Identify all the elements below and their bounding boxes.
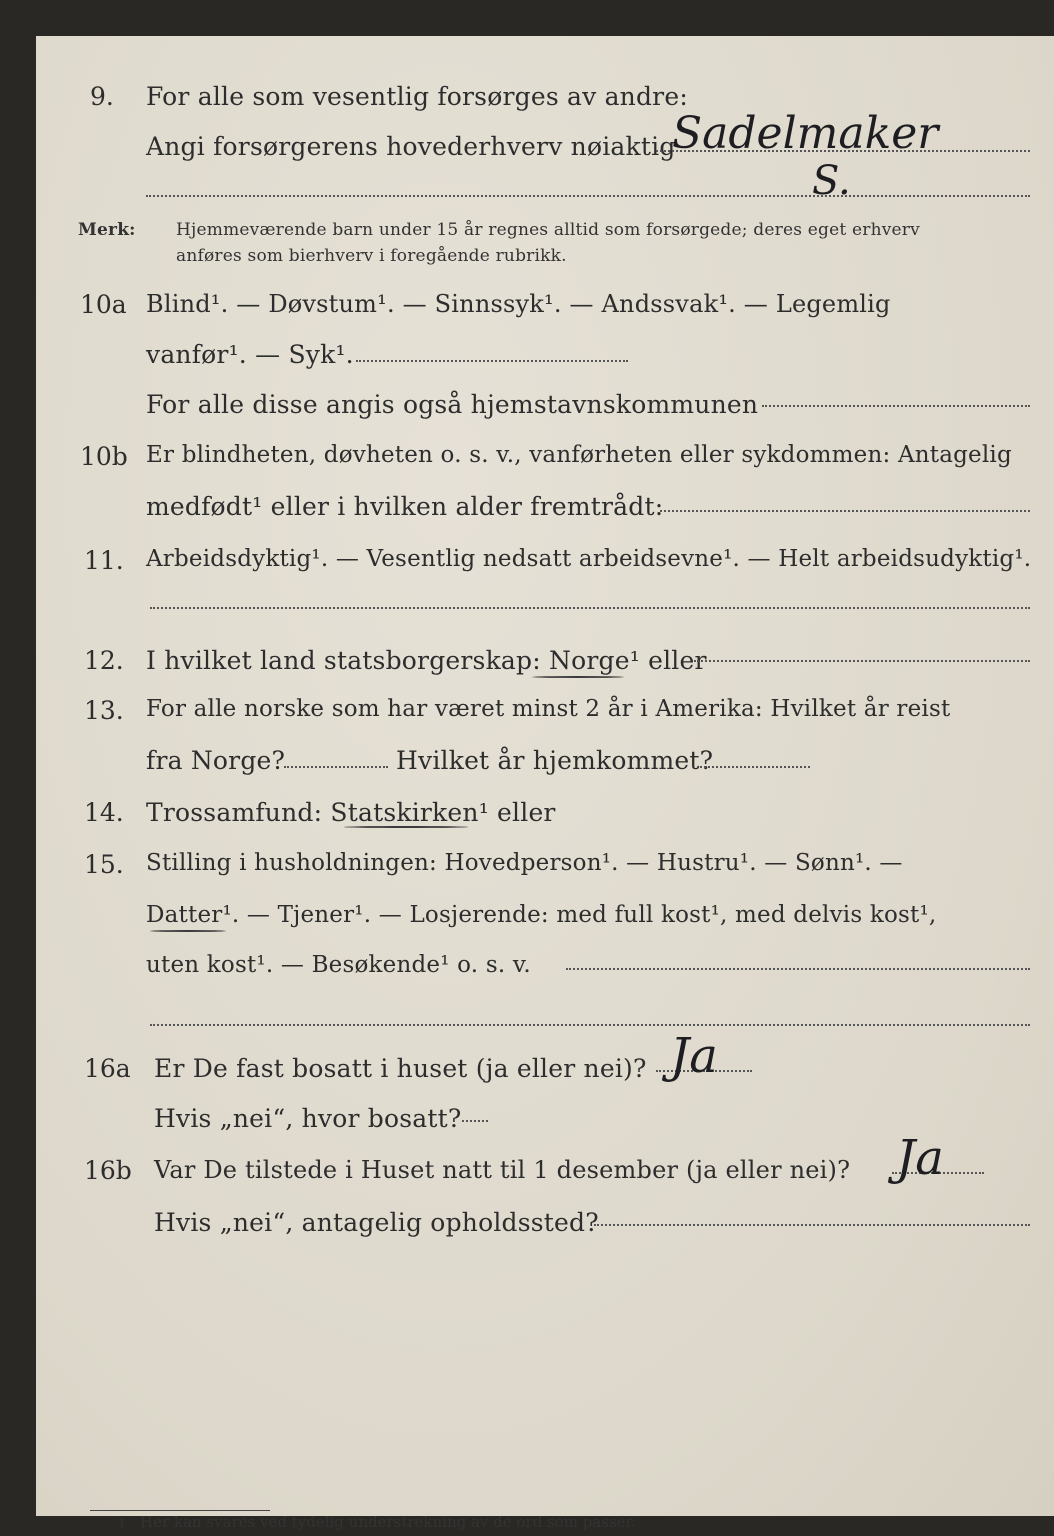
q15-underline-mark <box>150 930 226 932</box>
q10b-answer-line <box>660 510 1030 512</box>
q10a-number: 10a <box>80 290 127 319</box>
footnote-rule <box>90 1510 270 1511</box>
q12-line1 <box>146 646 707 675</box>
q12-underline-mark <box>532 676 624 678</box>
q12-option-norge: Norge <box>549 646 630 675</box>
q15-answer-line-2 <box>150 1024 1030 1026</box>
q16a-number: 16a <box>84 1054 131 1083</box>
q9-number: 9. <box>90 82 114 111</box>
merk-label: Merk: <box>78 220 136 240</box>
q13-number: 13. <box>84 696 124 725</box>
q14-option-statskirken: Statskirken <box>330 798 479 827</box>
merk-line2: anføres som bierhverv i foregående rubrikk. <box>176 246 567 266</box>
q10b-line2: medfødt¹ eller i hvilken alder fremtrådt: <box>146 492 664 521</box>
q15-number: 15. <box>84 850 124 879</box>
q13-line1: For alle norske som har været minst 2 år i Amerika: Hvilket år reist <box>146 696 951 722</box>
q14-suffix: ¹ eller <box>478 798 556 827</box>
q12-number: 12. <box>84 646 124 675</box>
q16a-handwritten-answer: Ja <box>670 1028 718 1084</box>
q16b-number: 16b <box>84 1156 132 1185</box>
q15-option-datter: Datter <box>146 902 223 928</box>
merk-line1: Hjemmeværende barn under 15 år regnes alltid som forsørgede; deres eget erhverv <box>176 220 920 240</box>
q9-handwritten-answer: Sadelmaker <box>672 108 939 159</box>
q14-line1 <box>146 798 556 827</box>
q15-line1: Stilling i husholdningen: Hovedperson¹. — Hustru¹. — Sønn¹. — <box>146 850 903 876</box>
q13-line2a: fra Norge? <box>146 746 286 775</box>
q10b-number: 10b <box>80 442 128 471</box>
q14-text: Trossamfund: <box>146 798 323 827</box>
q12-suffix: ¹ eller <box>629 646 707 675</box>
q15-line2-rest: ¹. — Tjener¹. — Losjerende: med full kost¹, med delvis kost¹, <box>222 902 937 928</box>
q12-answer-line <box>694 660 1030 662</box>
q9-line2: Angi forsørgerens hovederhverv nøiaktig <box>146 132 676 161</box>
q16b-line1: Var De tilstede i Huset natt til 1 desember (ja eller nei)? <box>154 1156 851 1184</box>
q9-answer-line-2 <box>146 195 1030 197</box>
q14-number: 14. <box>84 798 124 827</box>
q15-answer-line <box>566 968 1030 970</box>
q11-number: 11. <box>84 546 124 575</box>
q16b-handwritten-answer: Ja <box>896 1130 944 1186</box>
q10a-answer-line-2 <box>762 405 1030 407</box>
q16a-answer-line-2 <box>462 1120 488 1122</box>
q16a-line2: Hvis „nei“, hvor bosatt? <box>154 1104 462 1133</box>
q9-handwritten-answer-2: S. <box>812 158 851 204</box>
q16b-line2: Hvis „nei“, antagelig opholdssted? <box>154 1208 599 1237</box>
q10a-line3: For alle disse angis også hjemstavnskommunen <box>146 390 759 419</box>
q13-answer-line-a <box>284 766 388 768</box>
q10a-line2: vanfør¹. — Syk¹. <box>146 340 354 369</box>
q15-line3: uten kost¹. — Besøkende¹ o. s. v. <box>146 952 531 978</box>
q16a-line1: Er De fast bosatt i huset (ja eller nei)? <box>154 1054 647 1083</box>
q13-line2b: Hvilket år hjemkommet? <box>396 746 714 775</box>
q10a-answer-line <box>356 360 628 362</box>
q12-text: I hvilket land statsborgerskap: <box>146 646 541 675</box>
q11-line1: Arbeidsdyktig¹. — Vesentlig nedsatt arbeidsevne¹. — Helt arbeidsudyktig¹. <box>146 546 1032 572</box>
q16b-answer-line-2 <box>594 1224 1030 1226</box>
q13-answer-line-b <box>700 766 810 768</box>
q15-line2 <box>146 902 936 928</box>
footnote-mark: 1 <box>118 1516 126 1530</box>
q11-answer-line <box>150 607 1030 609</box>
q10b-line1: Er blindheten, døvheten o. s. v., vanførheten eller sykdommen: Antagelig <box>146 442 1012 468</box>
q9-line1: For alle som vesentlig forsørges av andre: <box>146 82 688 111</box>
q10a-line1: Blind¹. — Døvstum¹. — Sinnssyk¹. — Andssvak¹. — Legemlig <box>146 290 891 318</box>
q14-underline-mark <box>344 826 468 828</box>
footnote-text: Her kan svares ved tydelig understrekning av de ord som passer. <box>140 1513 636 1531</box>
